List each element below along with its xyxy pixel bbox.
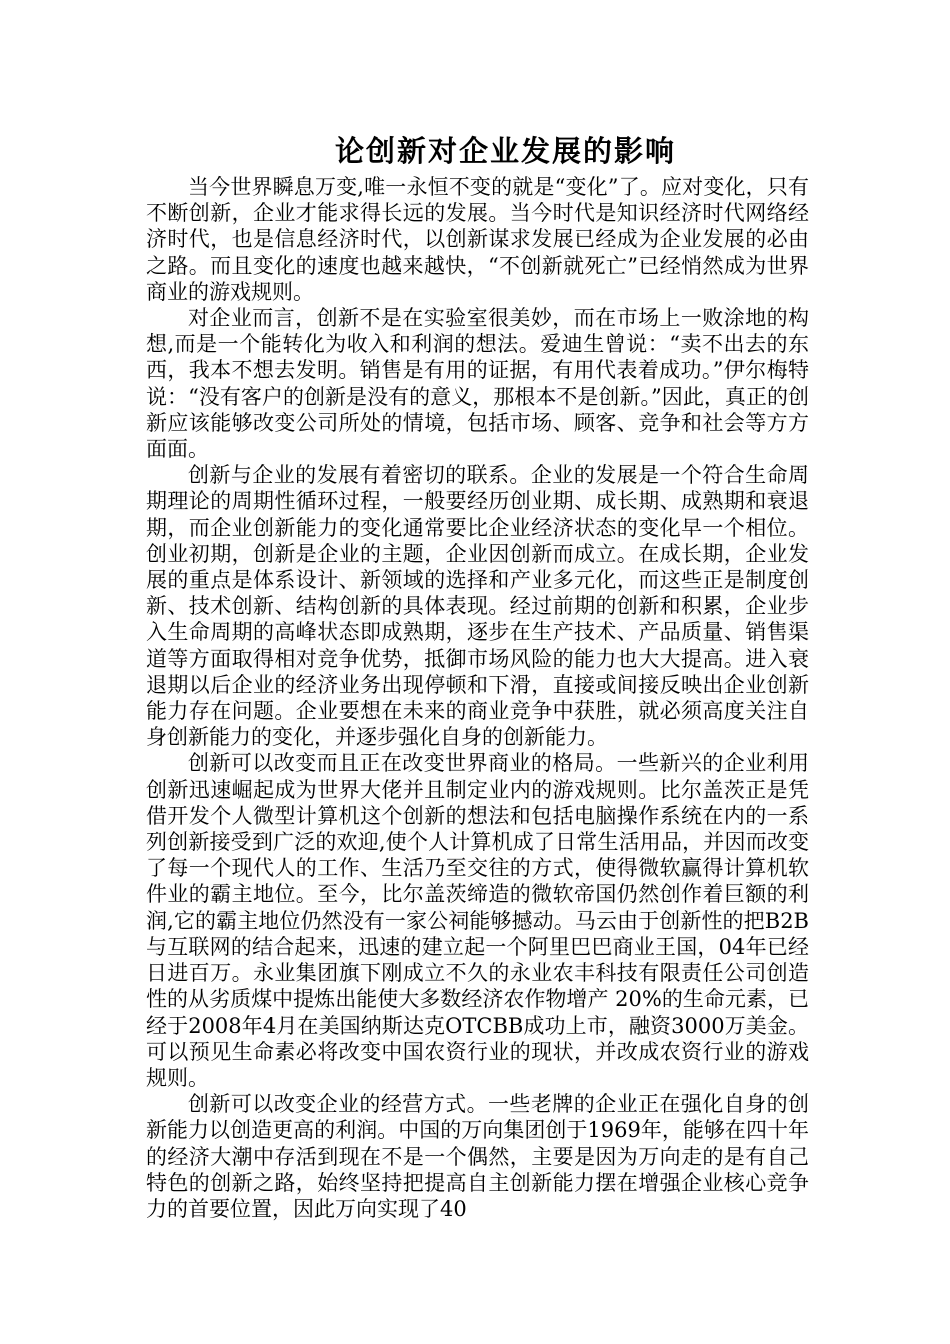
paragraph-5: 创新可以改变企业的经营方式。一些老牌的企业正在强化自身的创新能力以创造更高的利润。中国的万向集团创于1969年，能够在四十年的经济大潮中存活到现在不是一个偶然，主要是因为万向走的是有自己特色的创新之路，始终坚持把提高自主创新能力摆在增强企业核心竞争力的首要位置，因此万向实现了40 [146,1092,809,1221]
paragraph-3: 创新与企业的发展有着密切的联系。企业的发展是一个符合生命周期理论的周期性循环过程，一般要经历创业期、成长期、成熟期和衰退期，而企业创新能力的变化通常要比企业经济状态的变化早一个相位。创业初期，创新是企业的主题，企业因创新而成立。在成长期，企业发展的重点是体系设计、新领域的选择和产业多元化，而这些正是制度创新、技术创新、结构创新的具体表现。经过前期的创新和积累，企业步入生命周期的高峰状态即成熟期，逐步在生产技术、产品质量、销售渠道等方面取得相对竞争优势，抵御市场风险的能力也大大提高。进入衰退期以后企业的经济业务出现停顿和下滑，直接或间接反映出企业创新能力存在问题。企业要想在未来的商业竞争中获胜，就必须高度关注自身创新能力的变化，并逐步强化自身的创新能力。 [146,463,809,750]
paragraph-4: 创新可以改变而且正在改变世界商业的格局。一些新兴的企业利用创新迅速崛起成为世界大佬并且制定业内的游戏规则。比尔盖茨正是凭借开发个人微型计算机这个创新的想法和包括电脑操作系统在内的一系列创新接受到广泛的欢迎,使个人计算机成了日常生活用品，并因而改变了每一个现代人的工作、生活乃至交往的方式，使得微软赢得计算机软件业的霸主地位。至今，比尔盖茨缔造的微软帝国仍然创作着巨额的利润,它的霸主地位仍然没有一家公祠能够撼动。马云由于创新性的把B2B与互联网的结合起来，迅速的建立起一个阿里巴巴商业王国，04年已经日进百万。永业集团旗下刚成立不久的永业农丰科技有限责任公司创造性的从劣质煤中提炼出能使大多数经济农作物增产 20%的生命元素，已经于2008年4月在美国纳斯达克OTCBB成功上市，融资3000万美金。可以预见生命素必将改变中国农资行业的现状，并改成农资行业的游戏规则。 [146,751,809,1090]
paragraph-1: 当今世界瞬息万变,唯一永恒不变的就是“变化”了。应对变化，只有不断创新，企业才能求得长远的发展。当今时代是知识经济时代网络经济时代，也是信息经济时代，以创新谋求发展已经成为企业发展的必由之路。而且变化的速度也越来越快，“不创新就死亡”已经悄然成为世界商业的游戏规则。 [146,175,809,304]
document-title: 论创新对企业发展的影响 [334,134,676,168]
document-page [146,128,809,1318]
paragraph-2: 对企业而言，创新不是在实验室很美妙，而在市场上一败涂地的构想,而是一个能转化为收入和利润的想法。爱迪生曾说：“卖不出去的东西，我本不想去发明。销售是有用的证据，有用代表着成功。”伊尔梅特说：“没有客户的创新是没有的意义，那根本不是创新。”因此，真正的创新应该能够改变公司所处的情境，包括市场、顾客、竞争和社会等方方面面。 [146,306,809,462]
